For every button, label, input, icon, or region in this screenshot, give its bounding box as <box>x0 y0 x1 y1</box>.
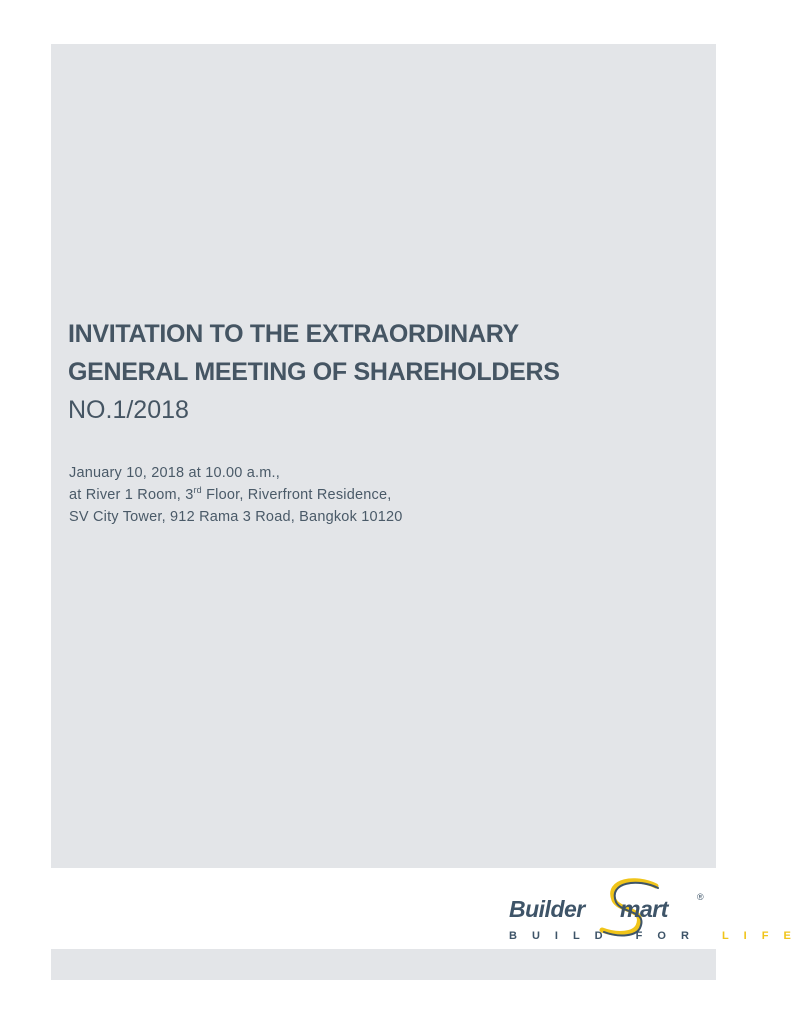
title-line-1: INVITATION TO THE EXTRAORDINARY <box>68 320 519 348</box>
registered-mark: ® <box>697 892 704 902</box>
buildersmart-logo <box>506 874 806 949</box>
meeting-details <box>69 462 403 528</box>
logo-tagline <box>509 930 806 942</box>
venue-prefix: at River 1 Room, 3 <box>69 487 194 503</box>
title-line-3: NO.1/2018 <box>68 396 189 424</box>
document-title <box>68 315 560 429</box>
meeting-date: January 10, 2018 at 10.00 a.m., <box>69 465 280 481</box>
title-line-2: GENERAL MEETING OF SHAREHOLDERS <box>68 358 560 386</box>
meeting-address: SV City Tower, 912 Rama 3 Road, Bangkok 10120 <box>69 509 403 525</box>
logo-word-builder: Builder <box>509 896 585 922</box>
tagline-life: LIFE <box>721 930 806 942</box>
cover-panel <box>51 44 716 868</box>
venue-ordinal: rd <box>193 485 202 496</box>
meeting-venue <box>69 484 403 506</box>
tagline-build-for: BUILD FOR <box>509 930 704 942</box>
document-page <box>51 44 806 980</box>
footer-band <box>51 949 716 980</box>
logo-word-mart: mart <box>620 896 668 922</box>
venue-suffix: Floor, Riverfront Residence, <box>201 487 392 503</box>
